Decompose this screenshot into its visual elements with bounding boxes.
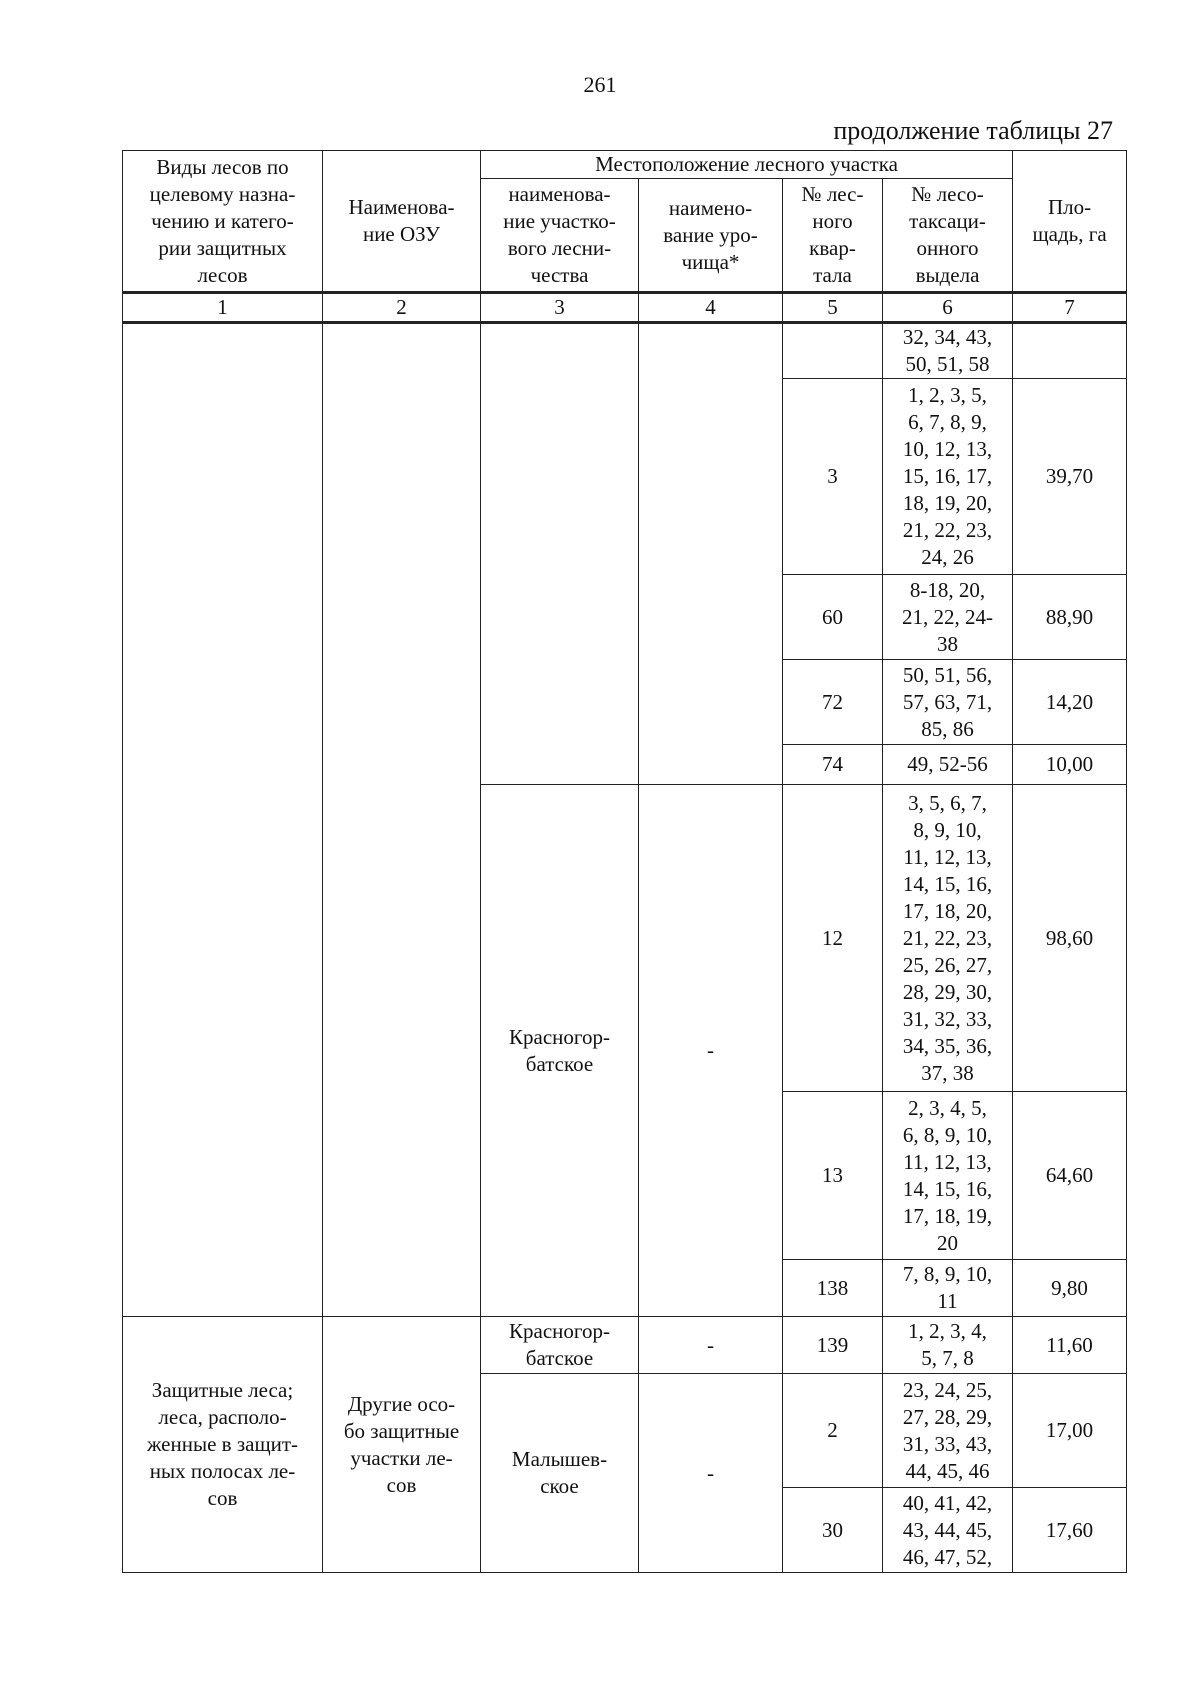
vydel-cell: 50, 51, 56, 57, 63, 71, 85, 86	[883, 660, 1013, 745]
tract-name-cell: -	[639, 1374, 783, 1573]
tract-name-cell: -	[639, 785, 783, 1317]
column-number: 5	[783, 293, 883, 323]
header-forestry-name: наименова- ние участко- вого лесни- чества	[481, 179, 639, 293]
kvartal-cell: 139	[783, 1317, 883, 1374]
table-caption: продолжение таблицы 27	[833, 116, 1113, 145]
area-cell: 39,70	[1013, 379, 1127, 575]
kvartal-cell: 72	[783, 660, 883, 745]
kvartal-cell: 2	[783, 1374, 883, 1488]
column-number: 3	[481, 293, 639, 323]
area-cell	[1013, 323, 1127, 379]
area-cell: 17,60	[1013, 1488, 1127, 1573]
area-cell: 98,60	[1013, 785, 1127, 1092]
header-kvartal: № лес- ного квар- тала	[783, 179, 883, 293]
forestry-name-cell: Красногор- батское	[481, 785, 639, 1317]
kvartal-cell: 60	[783, 575, 883, 660]
forestry-name-cell: Малышев- ское	[481, 1374, 639, 1573]
ozu-name-cell: Другие осо- бо защитные участки ле- сов	[323, 1317, 481, 1573]
vydel-cell: 2, 3, 4, 5, 6, 8, 9, 10, 11, 12, 13, 14, 15, 16, 17, 18, 19, 20	[883, 1092, 1013, 1260]
vydel-cell: 7, 8, 9, 10, 11	[883, 1260, 1013, 1317]
ozu-name-cell-empty	[323, 323, 481, 1317]
forestry-name-cell-empty	[481, 323, 639, 785]
forest-type-cell-empty	[123, 323, 323, 1317]
vydel-cell: 23, 24, 25, 27, 28, 29, 31, 33, 43, 44, 45, 46	[883, 1374, 1013, 1488]
vydel-cell: 49, 52-56	[883, 745, 1013, 785]
page-number: 261	[583, 72, 617, 97]
vydel-cell: 3, 5, 6, 7, 8, 9, 10, 11, 12, 13, 14, 15, 16, 17, 18, 20, 21, 22, 23, 25, 26, 27, 28, 29, 30, 31, 32, 33, 34, 35, 36, 37, 38	[883, 785, 1013, 1092]
kvartal-cell: 12	[783, 785, 883, 1092]
kvartal-cell: 13	[783, 1092, 883, 1260]
forest-type-cell: Защитные леса; леса, располо- женные в защит- ных полосах ле- сов	[123, 1317, 323, 1573]
column-number: 1	[123, 293, 323, 323]
vydel-cell: 8-18, 20, 21, 22, 24- 38	[883, 575, 1013, 660]
column-number: 4	[639, 293, 783, 323]
tract-name-cell-empty	[639, 323, 783, 785]
vydel-cell: 1, 2, 3, 4, 5, 7, 8	[883, 1317, 1013, 1374]
forestry-name-cell: Красногор- батское	[481, 1317, 639, 1374]
header-forest-type: Виды лесов по целевому назна- чению и катего- рии защитных лесов	[123, 151, 323, 293]
header-ozu-name: Наименова- ние ОЗУ	[323, 151, 481, 293]
area-cell: 88,90	[1013, 575, 1127, 660]
area-cell: 11,60	[1013, 1317, 1127, 1374]
area-cell: 9,80	[1013, 1260, 1127, 1317]
column-number: 6	[883, 293, 1013, 323]
column-number: 2	[323, 293, 481, 323]
header-tract-name: наимено- вание уро- чища*	[639, 179, 783, 293]
vydel-cell: 1, 2, 3, 5, 6, 7, 8, 9, 10, 12, 13, 15, 16, 17, 18, 19, 20, 21, 22, 23, 24, 26	[883, 379, 1013, 575]
column-number: 7	[1013, 293, 1127, 323]
kvartal-cell: 138	[783, 1260, 883, 1317]
area-cell: 17,00	[1013, 1374, 1127, 1488]
tract-name-cell: -	[639, 1317, 783, 1374]
kvartal-cell: 74	[783, 745, 883, 785]
vydel-cell: 32, 34, 43, 50, 51, 58	[883, 323, 1013, 379]
kvartal-cell: 30	[783, 1488, 883, 1573]
vydel-cell: 40, 41, 42, 43, 44, 45, 46, 47, 52,	[883, 1488, 1013, 1573]
area-cell: 64,60	[1013, 1092, 1127, 1260]
area-cell: 10,00	[1013, 745, 1127, 785]
header-vydel: № лесо- таксаци- онного выдела	[883, 179, 1013, 293]
kvartal-cell	[783, 323, 883, 379]
header-area: Пло- щадь, га	[1013, 151, 1127, 293]
forest-table	[122, 150, 1127, 1573]
kvartal-cell: 3	[783, 379, 883, 575]
area-cell: 14,20	[1013, 660, 1127, 745]
header-location-group: Местоположение лесного участка	[481, 151, 1013, 179]
